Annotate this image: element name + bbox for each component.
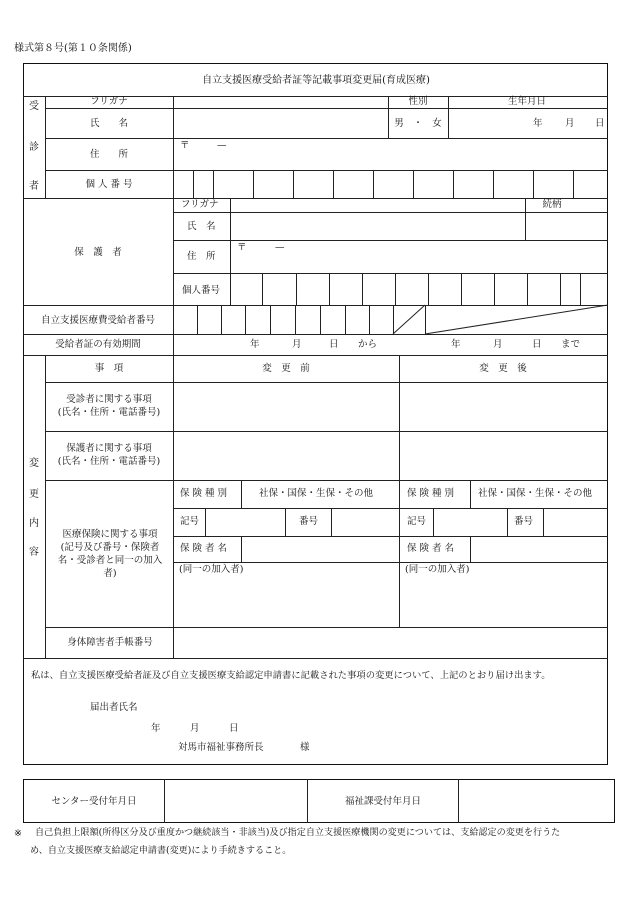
- patient-section-label-2: 診: [29, 142, 39, 153]
- insurance-matters-line2: (記号及び番号・保険者: [60, 542, 160, 553]
- patient-address-input[interactable]: [175, 140, 606, 169]
- insurance-matters-line1: 医療保険に関する事項: [62, 529, 158, 540]
- insurance-matters-line4: 者): [103, 568, 117, 579]
- patient-my-number-input[interactable]: [175, 171, 606, 197]
- symbol-input-after[interactable]: [435, 510, 505, 535]
- patient-section-label-1: 受: [29, 101, 39, 112]
- patient-postal-dash: —: [217, 140, 227, 151]
- number-input-before[interactable]: [333, 510, 397, 535]
- symbol-label-before: 記号: [180, 516, 200, 527]
- addressee-honorific: 様: [300, 742, 310, 753]
- insurance-type-options-before[interactable]: 社保・国保・生保・その他: [259, 488, 374, 499]
- guardian-postal-dash: —: [275, 242, 285, 253]
- recipient-number-label: 自立支援医療費受給者番号: [40, 315, 156, 326]
- validity-to-day: 日: [532, 339, 542, 350]
- patient-my-number-label: 個 人 番 号: [85, 179, 133, 190]
- validity-to-suffix: まで: [561, 339, 581, 350]
- guardian-name-label: 氏 名: [187, 221, 216, 232]
- guardian-matters-line2: (氏名・住所・電話番号): [57, 456, 161, 467]
- addressee: 対馬市福祉事務所長: [178, 742, 264, 753]
- number-label-before: 番号: [299, 516, 319, 527]
- welfare-receipt-date-input[interactable]: [460, 781, 613, 821]
- guardian-matters-line1: 保護者に関する事項: [66, 443, 152, 454]
- changes-header-item: 事 項: [94, 363, 124, 374]
- guardian-matters-after-input[interactable]: [401, 433, 606, 479]
- note-line-2: め、自立支援医療支給認定申請書(変更)により手続きすること。: [30, 846, 292, 856]
- validity-to-month: 月: [493, 339, 503, 350]
- changes-header-after: 変 更 後: [479, 363, 527, 374]
- center-receipt-label: センター受付年月日: [51, 796, 137, 807]
- submitter-label: 届出者氏名: [90, 702, 138, 713]
- patient-gender-label: 性別: [408, 96, 428, 107]
- guardian-relation-input[interactable]: [527, 199, 606, 239]
- changes-section-label-2: 更: [29, 489, 39, 500]
- guardian-relation-label: 続柄: [542, 199, 562, 210]
- patient-matters-line2: (氏名・住所・電話番号): [57, 407, 161, 418]
- disability-handbook-label: 身体障害者手帳番号: [67, 637, 153, 648]
- patient-matters-before-input[interactable]: [175, 384, 397, 430]
- patient-address-label: 住 所: [89, 149, 129, 160]
- changes-section-label-4: 容: [29, 547, 39, 558]
- patient-furigana-input[interactable]: [175, 97, 386, 107]
- declaration-text: 私は、自立支援医療受給者証及び自立支援医療支給認定申請書に記載された事項の変更について、上記のとおり届け出ます。: [31, 670, 551, 681]
- guardian-my-number-input[interactable]: [232, 274, 606, 304]
- validity-from-day: 日: [329, 339, 339, 350]
- guardian-my-number-label: 個人番号: [182, 285, 221, 296]
- guardian-address-input[interactable]: [232, 241, 606, 272]
- patient-furigana-label: フリガナ: [90, 96, 128, 107]
- symbol-input-before[interactable]: [207, 510, 283, 535]
- insurance-matters-line3: 名・受診者と同一の加入: [57, 555, 163, 566]
- disability-handbook-input[interactable]: [175, 629, 606, 657]
- note-line-1: 自己負担上限額(所得区分及び重度かつ継続該当・非該当)及び指定自立支援医療機関の変更については、支給認定の変更を行うた: [35, 828, 561, 838]
- validity-label: 受給者証の有効期間: [55, 339, 141, 350]
- changes-section-label-3: 内: [29, 518, 39, 529]
- guardian-postal-mark: 〒: [237, 242, 247, 253]
- guardian-furigana-label: フリガナ: [181, 199, 219, 210]
- patient-name-input[interactable]: [175, 110, 386, 137]
- note-mark: ※: [14, 828, 22, 839]
- insurer-name-label-before: 保 険 者 名: [180, 543, 228, 554]
- guardian-address-label: 住 所: [187, 251, 216, 262]
- patient-dob-day: 日: [595, 118, 605, 129]
- same-member-label-before: (同一の加入者): [179, 564, 244, 575]
- validity-from-month: 月: [292, 339, 302, 350]
- same-member-label-after: (同一の加入者): [405, 564, 470, 575]
- changes-header-before: 変 更 前: [262, 363, 310, 374]
- submitter-name-input[interactable]: [145, 698, 345, 714]
- insurer-name-label-after: 保 険 者 名: [407, 543, 455, 554]
- symbol-label-after: 記号: [407, 516, 427, 527]
- patient-dob-year: 年: [533, 118, 543, 129]
- form-number: 様式第８号(第１０条関係): [14, 43, 132, 54]
- same-member-input-before[interactable]: [175, 576, 397, 626]
- guardian-matters-before-input[interactable]: [175, 433, 397, 479]
- insurer-name-input-before[interactable]: [243, 538, 397, 561]
- insurance-type-label-after: 保 険 種 別: [407, 488, 455, 499]
- guardian-furigana-input[interactable]: [232, 199, 523, 211]
- patient-matters-after-input[interactable]: [401, 384, 606, 430]
- insurance-type-label-before: 保 険 種 別: [180, 488, 228, 499]
- number-label-after: 番号: [514, 516, 534, 527]
- center-receipt-date-input[interactable]: [166, 781, 305, 821]
- declaration-date-month: 月: [190, 723, 200, 734]
- form-title: 自立支援医療受給者証等記載事項変更届(育成医療): [202, 75, 430, 86]
- validity-to-year: 年: [451, 339, 461, 350]
- same-member-input-after[interactable]: [401, 576, 606, 626]
- patient-name-label: 氏 名: [89, 118, 129, 129]
- changes-section-label-1: 変: [29, 458, 39, 469]
- patient-gender-options[interactable]: 男 ・ 女: [394, 118, 442, 129]
- patient-dob-month: 月: [565, 118, 575, 129]
- number-input-after[interactable]: [545, 510, 606, 535]
- insurance-type-options-after[interactable]: 社保・国保・生保・その他: [478, 488, 593, 499]
- recipient-number-input[interactable]: [175, 306, 391, 333]
- patient-section-label-3: 者: [29, 181, 39, 192]
- patient-matters-line1: 受診者に関する事項: [66, 394, 152, 405]
- declaration-date-year: 年: [151, 723, 161, 734]
- declaration-date-day: 日: [229, 723, 239, 734]
- validity-from-suffix: から: [358, 339, 378, 350]
- welfare-receipt-label: 福祉課受付年月日: [344, 796, 422, 807]
- guardian-section-label: 保 護 者: [74, 247, 122, 258]
- validity-from-year: 年: [250, 339, 260, 350]
- patient-postal-mark: 〒: [180, 140, 190, 151]
- insurer-name-input-after[interactable]: [472, 538, 606, 561]
- guardian-name-input[interactable]: [232, 213, 523, 239]
- patient-dob-label: 生年月日: [507, 96, 547, 107]
